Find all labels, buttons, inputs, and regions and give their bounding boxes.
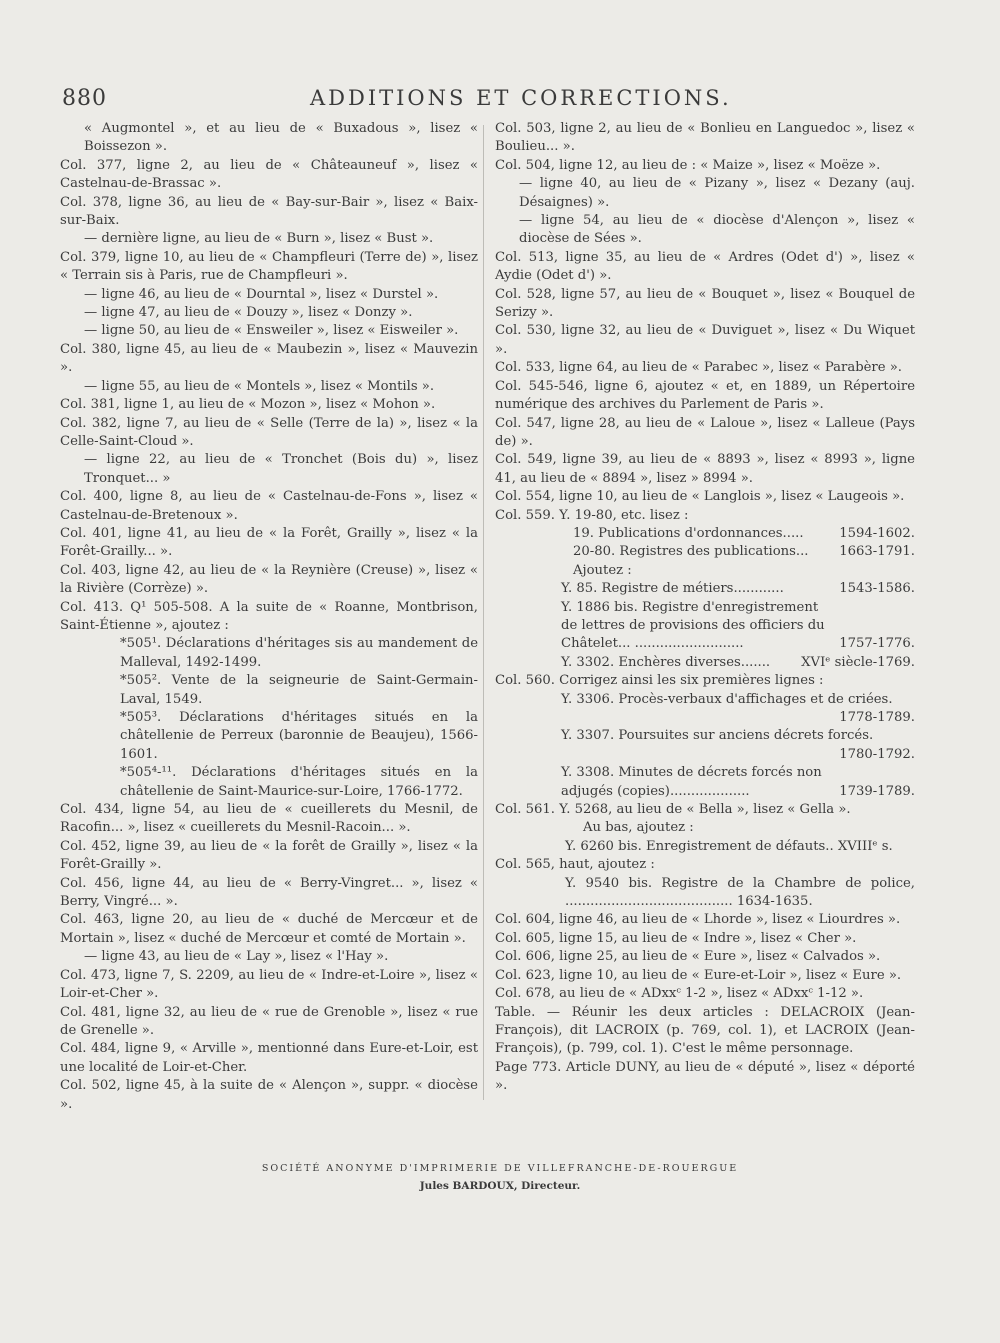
entry: Col. 403, ligne 42, au lieu de « la Reynière (Creuse) », lisez « la Rivière (Corrèze) ». <box>60 562 478 597</box>
subheading: Ajoutez : <box>573 562 632 578</box>
table-row <box>495 691 915 728</box>
entry: Col. 565, haut, ajoutez : <box>495 857 655 873</box>
entry: *505⁴-¹¹. Déclarations d'héritages situés en la châtellenie de Saint-Maurice-sur-Loire, 1766-1772. <box>120 765 478 799</box>
running-head: ADDITIONS ET CORRECTIONS. <box>310 86 732 110</box>
entry: — ligne 22, au lieu de « Tronchet (Bois du) », lisez Tronquet... » <box>84 452 478 486</box>
entry: Col. 528, ligne 57, au lieu de « Bouquet », lisez « Bouquel de Serizy ». <box>495 286 915 321</box>
printer-imprint: SOCIÉTÉ ANONYME D'IMPRIMERIE DE VILLEFRANCHE-DE-ROUERGUE <box>261 1163 739 1174</box>
row-label: Y. 85. Registre de métiers............ <box>561 581 784 597</box>
row-dates: 1757-1776. <box>839 636 915 652</box>
entry: Col. 513, ligne 35, au lieu de « Ardres (Odet d') », lisez « Aydie (Odet d') ». <box>495 249 915 284</box>
row-label: 19. Publications d'ordonnances..... <box>573 525 804 541</box>
entry: Col. 456, ligne 44, au lieu de « Berry-Vingret... », lisez « Berry, Vingré... ». <box>60 875 478 910</box>
entry: *505¹. Déclarations d'héritages sis au mandement de Malleval, 1492-1499. <box>120 636 478 670</box>
entry: Col. 560. Corrigez ainsi les six premières lignes : <box>495 673 824 689</box>
table-row <box>495 580 915 598</box>
entry: Col. 530, ligne 32, au lieu de « Duviguet », lisez « Du Wiquet ». <box>495 323 915 357</box>
row-dates: XVIᵉ siècle-1769. <box>801 654 915 670</box>
entry: Col. 605, ligne 15, au lieu de « Indre », lisez « Cher ». <box>495 930 857 946</box>
entry: *505³. Déclarations d'héritages situés en la châtellenie de Perreux (baronnie de Beaujeu), 1566-1601. <box>120 710 478 762</box>
subheading: Au bas, ajoutez : <box>583 820 694 836</box>
entry: — ligne 54, au lieu de « diocèse d'Alençon », lisez « diocèse de Sées ». <box>519 213 915 247</box>
table-row <box>495 543 915 561</box>
entry: — ligne 43, au lieu de « Lay », lisez « l'Hay ». <box>84 949 389 965</box>
printer-director: Jules BARDOUX, Directeur. <box>419 1180 581 1192</box>
row-dates: 1594-1602. <box>839 525 915 541</box>
entry: Col. 604, ligne 46, au lieu de « Lhorde », lisez « Liourdres ». <box>495 912 901 928</box>
entry: — ligne 47, au lieu de « Douzy », lisez « Donzy ». <box>84 305 413 321</box>
row-dates: 1663-1791. <box>839 544 915 560</box>
entry: Col. 547, ligne 28, au lieu de « Laloue », lisez « Lalleue (Pays de) ». <box>495 415 915 449</box>
left-column <box>60 120 478 1114</box>
right-column <box>495 120 915 1096</box>
page-number: 880 <box>62 86 107 111</box>
entry: — ligne 55, au lieu de « Montels », lisez « Montils ». <box>84 378 435 394</box>
table-row <box>495 764 915 801</box>
column-divider <box>483 125 484 1100</box>
entry: Col. 463, ligne 20, au lieu de « duché de Mercœur et de Mortain », lisez « duché de Mercœur et comté de Mortain ». <box>60 912 478 946</box>
row-label: Y. 3306. Procès-verbaux d'affichages et de criées. <box>561 691 893 707</box>
entry: Col. 434, ligne 54, au lieu de « cueillerets du Mesnil, de Racofin... », lisez « cueillerets du Mesnil-Racoin... ». <box>60 802 478 836</box>
entry: Col. 381, ligne 1, au lieu de « Mozon », lisez « Mohon ». <box>60 397 436 413</box>
entry: Col. 561. Y. 5268, au lieu de « Bella », lisez « Gella ». <box>495 802 851 818</box>
entry: Col. 452, ligne 39, au lieu de « la forêt de Grailly », lisez « la Forêt-Grailly ». <box>60 838 478 873</box>
entry: — ligne 50, au lieu de « Ensweiler », lisez « Eisweiler ». <box>84 323 459 339</box>
entry: *505². Vente de la seigneurie de Saint-Germain-Laval, 1549. <box>120 673 478 707</box>
entry: Col. 400, ligne 8, au lieu de « Castelnau-de-Fons », lisez « Castelnau-de-Bretenoux ». <box>60 489 478 523</box>
entry: Col. 678, au lieu de « ADxxᶜ 1-2 », lisez « ADxxᶜ 1-12 ». <box>495 986 864 1002</box>
entry: Col. 533, ligne 64, au lieu de « Parabec », lisez « Parabère ». <box>495 360 902 376</box>
table-row <box>495 525 915 543</box>
row-dates: 1739-1789. <box>839 783 915 799</box>
entry: Col. 484, ligne 9, « Arville », mentionné dans Eure-et-Loir, est une localité de Loir-et-Cher. <box>60 1041 478 1075</box>
entry: Col. 377, ligne 2, au lieu de « Châteauneuf », lisez « Castelnau-de-Brassac ». <box>60 157 478 192</box>
table-row <box>495 727 915 764</box>
table-row <box>495 654 915 672</box>
row-label: 20-80. Registres des publications... <box>573 544 809 560</box>
entry: Col. 549, ligne 39, au lieu de « 8893 », lisez « 8993 », ligne 41, au lieu de « 8894 », lisez » 8994 ». <box>495 452 915 486</box>
row-label: Y. 3307. Poursuites sur anciens décrets forcés. <box>561 728 874 744</box>
entry: Col. 378, ligne 36, au lieu de « Bay-sur-Bair », lisez « Baix-sur-Baix. <box>60 194 478 229</box>
entry: Col. 503, ligne 2, au lieu de « Bonlieu en Languedoc », lisez « Boulieu... ». <box>495 121 915 155</box>
entry: Col. 380, ligne 45, au lieu de « Maubezin », lisez « Mauvezin ». <box>60 341 478 376</box>
entry: Col. 545-546, ligne 6, ajoutez « et, en 1889, un Répertoire numérique des archives du Parlement de Paris ». <box>495 378 915 413</box>
entry: Col. 473, ligne 7, S. 2209, au lieu de « Indre-et-Loire », lisez « Loir-et-Cher ». <box>60 967 478 1002</box>
entry: Col. 413. Q¹ 505-508. A la suite de « Roanne, Montbrison, Saint-Étienne », ajoutez : <box>60 599 478 633</box>
entry: — ligne 46, au lieu de « Dourntal », lisez « Durstel ». <box>84 286 439 302</box>
entry: Col. 502, ligne 45, à la suite de « Alençon », suppr. « diocèse ». <box>60 1078 478 1112</box>
entry: Col. 401, ligne 41, au lieu de « la Forêt, Grailly », lisez « la Forêt-Grailly... ». <box>60 525 478 560</box>
row-label: Y. 3302. Enchères diverses....... <box>561 654 771 670</box>
entry: Col. 382, ligne 7, au lieu de « Selle (Terre de la) », lisez « la Celle-Saint-Cloud ». <box>60 415 478 449</box>
entry: Col. 379, ligne 10, au lieu de « Champfleuri (Terre de) », lisez « Terrain sis à Paris, rue de Champfleuri ». <box>60 249 478 284</box>
entry: — ligne 40, au lieu de « Pizany », lisez « Dezany (auj. Désaignes) ». <box>519 176 915 210</box>
entry: Table. — Réunir les deux articles : DELACROIX (Jean-François), dit LACROIX (p. 769, col. 1), et LACROIX (Jean-François), (p. 799, col. 1). C'est le même personnage. <box>495 1004 915 1057</box>
entry: Col. 481, ligne 32, au lieu de « rue de Grenoble », lisez « rue de Grenelle ». <box>60 1004 478 1038</box>
row-dates: 1778-1789. <box>839 710 915 725</box>
entry: Col. 623, ligne 10, au lieu de « Eure-et-Loir », lisez « Eure ». <box>495 967 902 983</box>
row-dates: 1780-1792. <box>839 746 915 762</box>
entry: Col. 606, ligne 25, au lieu de « Eure », lisez « Calvados ». <box>495 949 881 965</box>
entry: Page 773. Article DUNY, au lieu de « député », lisez « déporté ». <box>495 1059 915 1094</box>
entry: Col. 504, ligne 12, au lieu de : « Maize », lisez « Moëze ». <box>495 157 881 173</box>
entry: Col. 559. Y. 19-80, etc. lisez : <box>495 507 689 523</box>
row-dates: 1543-1586. <box>839 581 915 597</box>
row-label: Y. 1886 bis. Registre d'enregistrement de lettres de provisions des officiers du Châtelet... .......................... <box>561 599 825 652</box>
row-label: Y. 3308. Minutes de décrets forcés non adjugés (copies)................... <box>561 765 822 799</box>
entry: « Augmontel », et au lieu de « Buxadous », lisez « Boissezon ». <box>84 121 478 155</box>
entry: Col. 554, ligne 10, au lieu de « Langlois », lisez « Laugeois ». <box>495 489 905 505</box>
table-row <box>495 599 915 654</box>
entry: — dernière ligne, au lieu de « Burn », lisez « Bust ». <box>84 231 434 247</box>
entry: Y. 6260 bis. Enregistrement de défauts.. XVIIIᵉ s. <box>565 838 893 854</box>
entry: Y. 9540 bis. Registre de la Chambre de police, ........................................ 1634-1635. <box>565 875 915 910</box>
